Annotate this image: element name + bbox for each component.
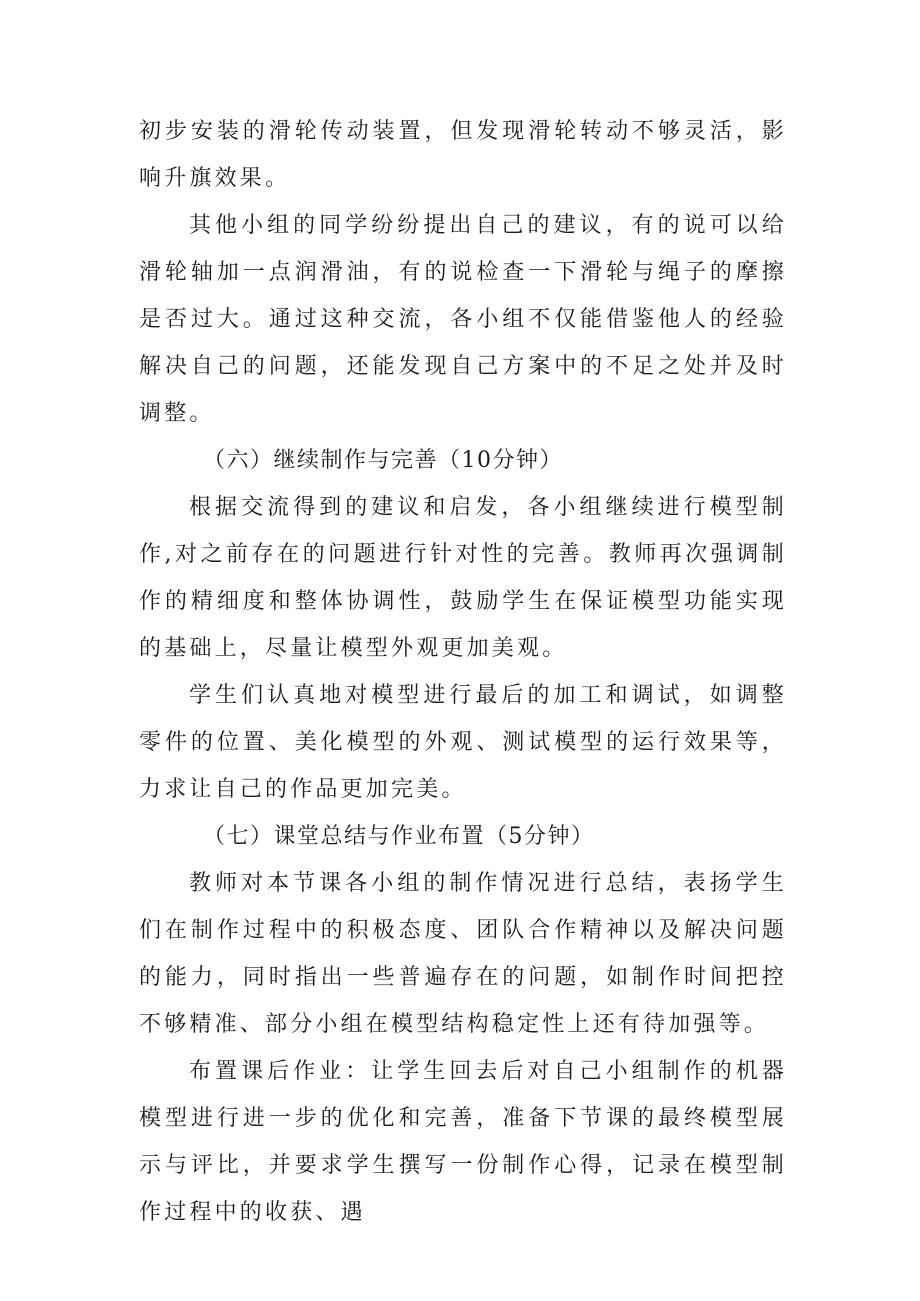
section-heading-six: （六）继续制作与完善（10分钟） — [203, 448, 563, 473]
paragraph-class-summary: 教师对本节课各小组的制作情况进行总结，表扬学生们在制作过程中的积极态度、团队合作精神以及解决问题的能力，同时指出一些普遍存在的问题，如制作时间把控不够精准、部分小组在模型结构稳定性上还有待加强等。 — [139, 871, 787, 1037]
paragraph-continuation: 初步安装的滑轮传动装置，但发现滑轮转动不够灵活，影响升旗效果。 — [139, 119, 787, 191]
paragraph-continue-making: 根据交流得到的建议和启发，各小组继续进行模型制作,对之前存在的问题进行针对性的完善。教师再次强调制作的精细度和整体协调性，鼓励学生在保证模型功能实现的基础上，尽量让模型外观更加美观。 — [139, 495, 787, 661]
paragraph-final-adjustment: 学生们认真地对模型进行最后的加工和调试，如调整零件的位置、美化模型的外观、测试模型的运行效果等，力求让自己的作品更加完美。 — [139, 683, 787, 802]
document-body — [139, 108, 787, 1236]
paragraph-homework: 布置课后作业：让学生回去后对自己小组制作的机器模型进行进一步的优化和完善，准备下节课的最终模型展示与评比，并要求学生撰写一份制作心得，记录在模型制作过程中的收获、遇 — [139, 1059, 787, 1225]
paragraph-suggestions: 其他小组的同学纷纷提出自己的建议，有的说可以给滑轮轴加一点润滑油，有的说检查一下滑轮与绳子的摩擦是否过大。通过这种交流，各小组不仅能借鉴他人的经验解决自己的问题，还能发现自己方案中的不足之处并及时调整。 — [139, 213, 787, 426]
section-heading-seven: （七）课堂总结与作业布置（5分钟） — [203, 824, 595, 849]
